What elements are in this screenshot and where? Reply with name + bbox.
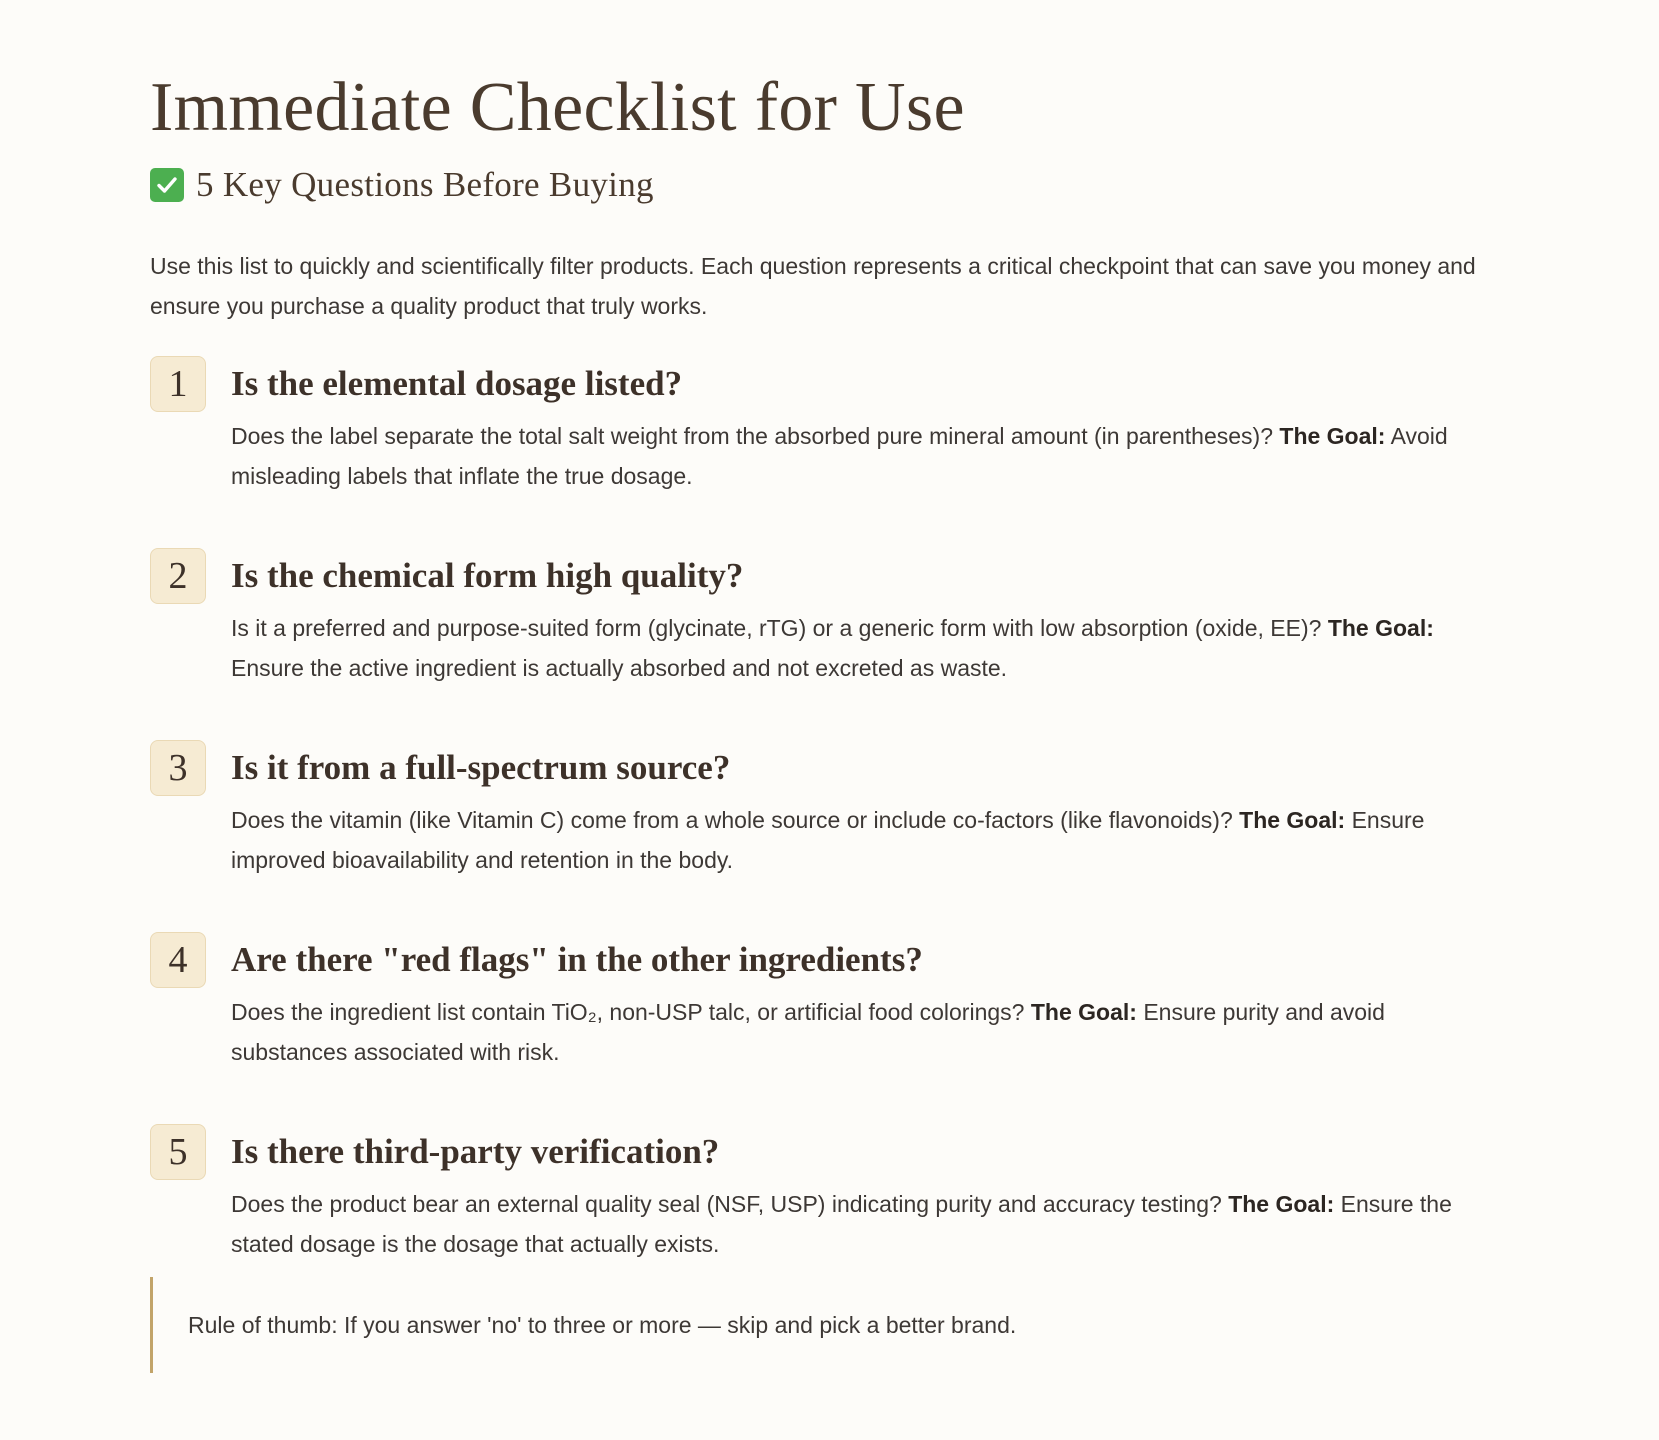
item-description — [231, 416, 1506, 496]
item-description-text: Does the label separate the total salt weight from the absorbed pure mineral amount (in parentheses)? — [231, 423, 1273, 449]
check-mark-button-icon — [150, 168, 184, 202]
goal-text: Ensure purity and avoid substances associated with risk. — [231, 999, 1385, 1065]
item-description-text: Does the vitamin (like Vitamin C) come from a whole source or include co-factors (like flavonoids)? — [231, 807, 1233, 833]
item-question: Is there third-party verification? — [231, 1132, 720, 1171]
item-question: Are there "red flags" in the other ingredients? — [231, 940, 923, 979]
goal-label: The Goal: — [1279, 423, 1386, 449]
page-subtitle — [150, 162, 1510, 208]
checklist — [150, 356, 1510, 1316]
item-number-badge: 4 — [150, 932, 206, 988]
checklist-item — [150, 932, 1510, 1124]
checklist-item — [150, 356, 1510, 548]
item-question: Is the elemental dosage listed? — [231, 364, 683, 403]
goal-label: The Goal: — [1239, 807, 1346, 833]
callout-text: Rule of thumb: If you answer 'no' to three or more — skip and pick a better brand. — [188, 1311, 1017, 1338]
item-number-badge: 3 — [150, 740, 206, 796]
item-description — [231, 800, 1506, 880]
checklist-page — [150, 60, 1510, 1316]
item-description-text: Is it a preferred and purpose-suited form (glycinate, rTG) or a generic form with low absorption (oxide, EE)? — [231, 615, 1322, 641]
page-title: Immediate Checklist for Use — [150, 69, 965, 146]
goal-label: The Goal: — [1228, 1191, 1335, 1217]
item-description — [231, 608, 1506, 688]
goal-text: Ensure the active ingredient is actually absorbed and not excreted as waste. — [231, 655, 1008, 681]
checklist-item — [150, 740, 1510, 932]
item-question: Is it from a full-spectrum source? — [231, 748, 731, 787]
item-number-badge: 5 — [150, 1124, 206, 1180]
item-description-text: Does the product bear an external quality seal (NSF, USP) indicating purity and accuracy testing? — [231, 1191, 1222, 1217]
item-number-badge: 2 — [150, 548, 206, 604]
item-description-text: Does the ingredient list contain TiO₂, non-USP talc, or artificial food colorings? — [231, 999, 1025, 1025]
item-description — [231, 1184, 1506, 1264]
checklist-item — [150, 548, 1510, 740]
item-number-badge: 1 — [150, 356, 206, 412]
item-question: Is the chemical form high quality? — [231, 556, 744, 595]
rule-of-thumb-callout — [150, 1277, 1350, 1373]
subtitle-text: 5 Key Questions Before Buying — [196, 165, 654, 204]
goal-text: Ensure improved bioavailability and retention in the body. — [231, 807, 1425, 873]
goal-label: The Goal: — [1030, 999, 1137, 1025]
goal-text: Ensure the stated dosage is the dosage that actually exists. — [231, 1191, 1452, 1257]
goal-text: Avoid misleading labels that inflate the true dosage. — [231, 423, 1448, 489]
item-description — [231, 992, 1506, 1072]
intro-paragraph: Use this list to quickly and scientifically filter products. Each question represents a critical checkpoint that can save you money and ensure you purchase a quality product that truly works. — [150, 253, 1476, 319]
goal-label: The Goal: — [1327, 615, 1434, 641]
